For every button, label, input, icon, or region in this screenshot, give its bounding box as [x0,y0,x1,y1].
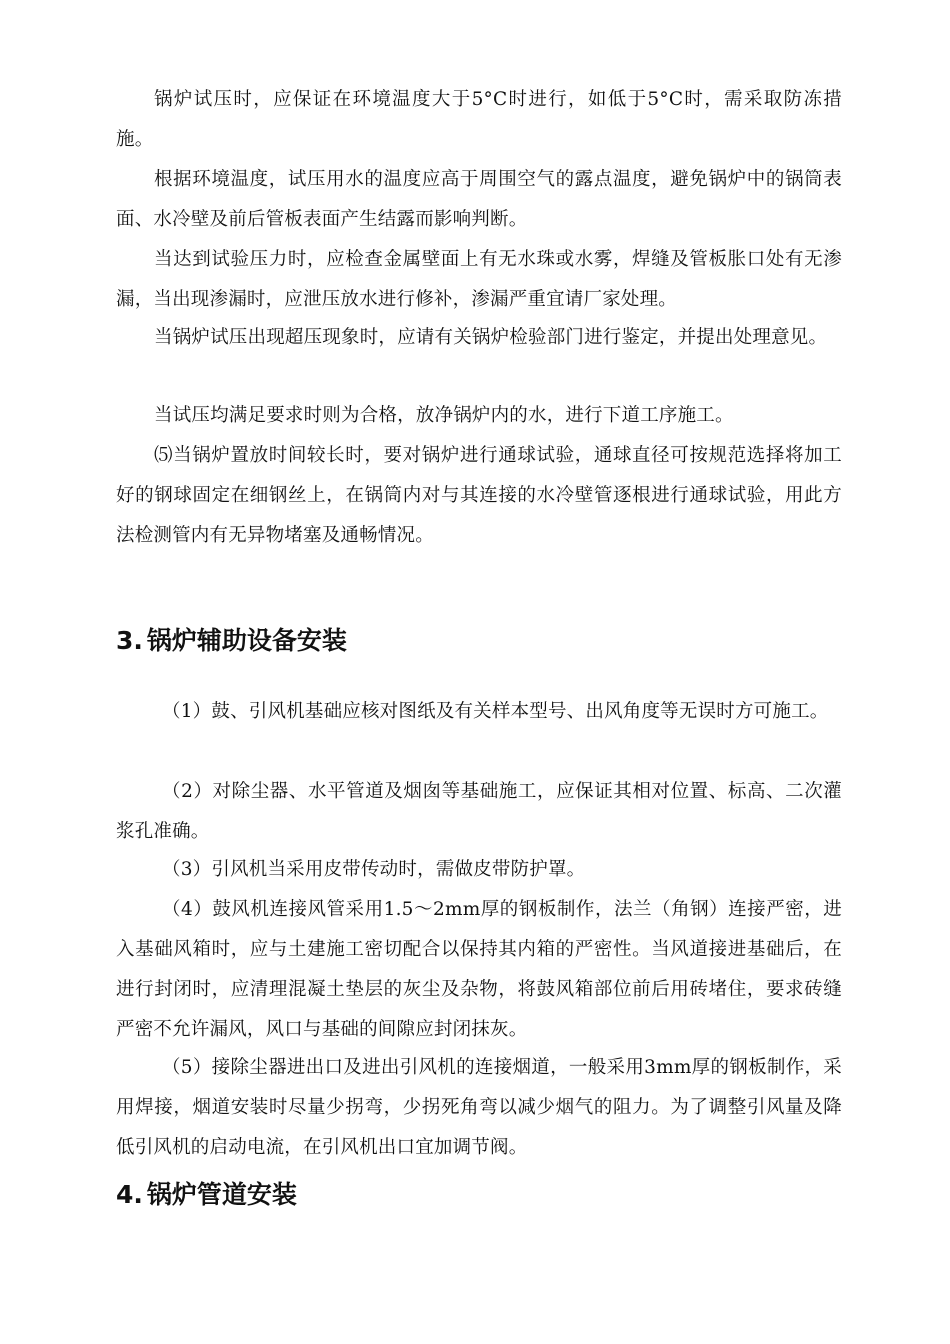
section-4-title: 锅炉管道安装 [146,1180,297,1209]
section-3-heading [116,624,347,658]
paragraph-ball-test: ⑸当锅炉置放时间较长时，要对锅炉进行通球试验，通球直径可按规范选择将加工好的钢球固定在细钢丝上，在锅筒内对与其连接的水冷壁管逐根进行通球试验，用此方法检测管内有无异物堵塞及通畅情况。 [116,445,842,546]
section-4-number: 4. [116,1180,143,1209]
section-4-heading [116,1178,297,1212]
list-item-belt-guard: （3）引风机当采用皮带传动时，需做皮带防护罩。 [162,859,586,880]
paragraph-test-pressure-check: 当达到试验压力时，应检查金属壁面上有无水珠或水雾，焊缝及管板胀口处有无渗漏，当出现渗漏时，应泄压放水进行修补，渗漏严重宜请厂家处理。 [116,249,842,310]
paragraph-overpressure: 当锅炉试压出现超压现象时，应请有关锅炉检验部门进行鉴定，并提出处理意见。 [154,327,828,348]
list-item-fan-foundation: （1）鼓、引风机基础应核对图纸及有关样本型号、出风角度等无误时方可施工。 [162,701,829,722]
list-item-blower-duct: （4）鼓风机连接风管采用1.5～2mm厚的钢板制作，法兰（角钢）连接严密，进入基础风箱时，应与土建施工密切配合以保持其内箱的严密性。当风道接进基础后，在进行封闭时，应清理混凝土垫层的灰尘及杂物，将鼓风箱部位前后用砖堵住，要求砖缝严密不允许漏风，风口与基础的间隙应封闭抹灰。 [116,899,842,1040]
paragraph-pass-criteria: 当试压均满足要求时则为合格，放净锅炉内的水，进行下道工序施工。 [154,405,734,426]
section-3-title: 锅炉辅助设备安装 [146,626,347,655]
list-item-dust-collector-foundation: （2）对除尘器、水平管道及烟囱等基础施工，应保证其相对位置、标高、二次灌浆孔准确。 [116,781,842,842]
paragraph-water-temperature: 根据环境温度，试压用水的温度应高于周围空气的露点温度，避免锅炉中的锅筒表面、水冷壁及前后管板表面产生结露而影响判断。 [116,169,842,230]
section-3-number: 3. [116,626,143,655]
paragraph-test-temperature: 锅炉试压时，应保证在环境温度大于5°C时进行，如低于5°C时，需采取防冻措施。 [116,89,842,150]
list-item-flue-duct: （5）接除尘器进出口及进出引风机的连接烟道，一般采用3mm厚的钢板制作，采用焊接，烟道安装时尽量少拐弯，少拐死角弯以减少烟气的阻力。为了调整引风量及降低引风机的启动电流，在引风机出口宜加调节阀。 [116,1057,842,1158]
